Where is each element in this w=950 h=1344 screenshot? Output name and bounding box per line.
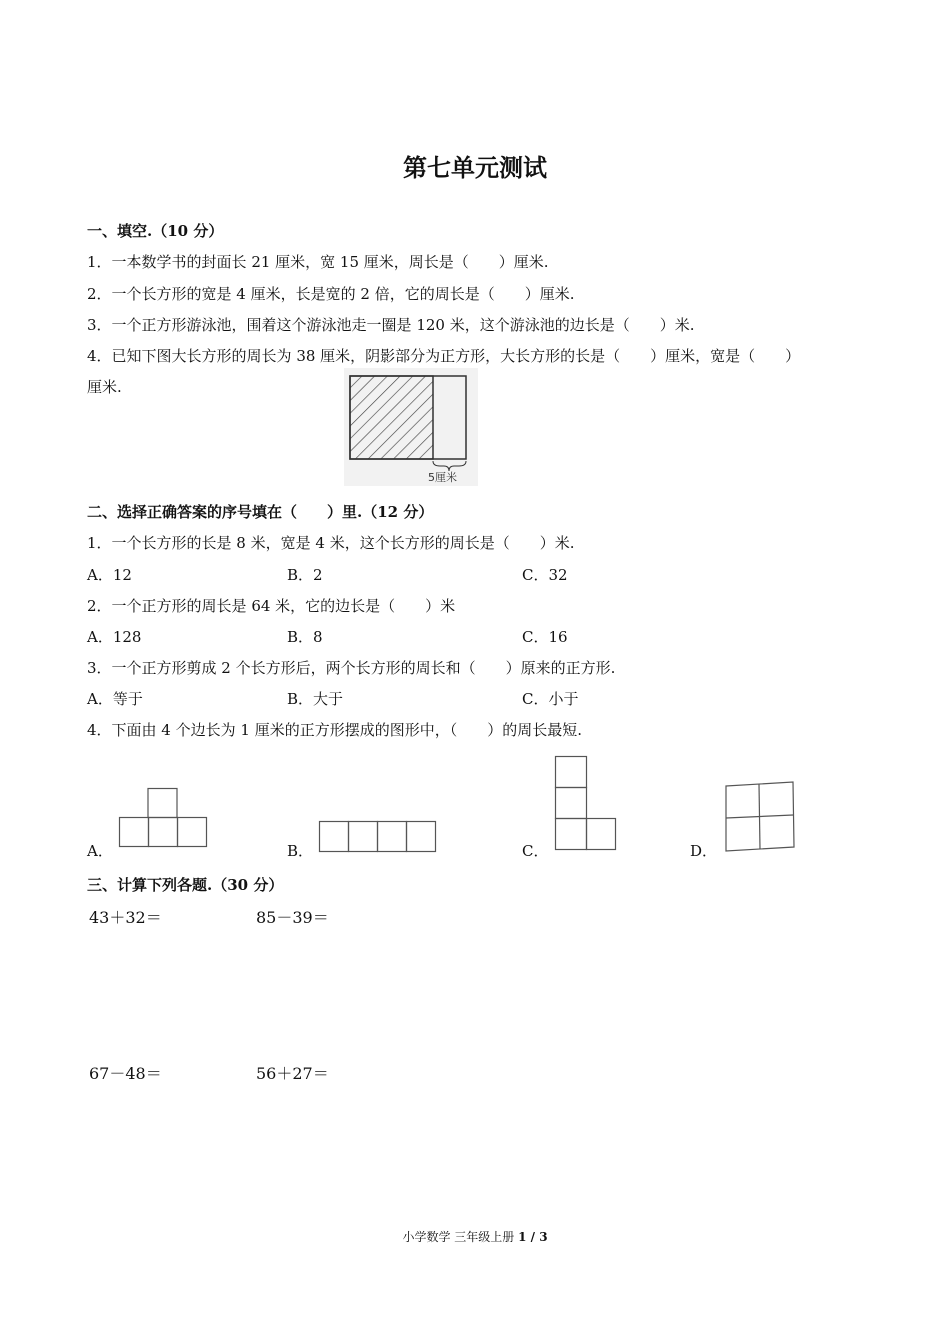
option-2-3-c: C．小于 [522,690,579,708]
calc-problem-1: 43＋32＝ [89,908,162,927]
footer-text: 小学数学 三年级上册 [402,1230,515,1244]
option-2-1-c: C．32 [522,566,568,584]
section-2-heading: 二、选择正确答案的序号填在（ ）里.（12 分） [87,503,434,521]
question-1-4-continued: 厘米. [87,378,122,396]
shape-c-l-tetromino [555,756,617,852]
option-2-1-a: A．12 [87,566,132,584]
question-1-4: 4．已知下图大长方形的周长为 38 厘米，阴影部分为正方形，大长方形的长是（ ）厘米，宽是（ ） [87,347,801,365]
rectangle-figure [344,368,478,486]
option-2-4-b: B． [287,842,314,860]
section-1-heading: 一、填空.（10 分） [87,222,224,240]
calc-problem-2: 85－39＝ [256,908,329,927]
calc-problem-3: 67－48＝ [89,1064,162,1083]
shape-a-t-tetromino [119,788,208,849]
question-2-1: 1．一个长方形的长是 8 米，宽是 4 米，这个长方形的周长是（ ）米. [87,534,575,552]
section-3-heading: 三、计算下列各题.（30 分） [87,876,284,894]
calc-problem-4: 56＋27＝ [256,1064,329,1083]
option-2-2-c: C．16 [522,628,568,646]
question-1-2: 2．一个长方形的宽是 4 厘米，长是宽的 2 倍，它的周长是（ ）厘米. [87,285,575,303]
option-2-2-a: A．128 [87,628,142,646]
page-footer [0,1228,950,1245]
option-2-3-b: B．大于 [287,690,344,708]
shaded-square [350,376,433,459]
question-1-3: 3．一个正方形游泳池，围着这个游泳池走一圈是 120 米，这个游泳池的边长是（ ）米. [87,316,695,334]
question-2-2: 2．一个正方形的周长是 64 米，它的边长是（ ）米 [87,597,456,615]
option-2-4-d: D． [690,842,718,860]
question-2-4: 4．下面由 4 个边长为 1 厘米的正方形摆成的图形中，（ ）的周长最短. [87,721,582,739]
page-number: 1 / 3 [518,1230,548,1244]
question-2-3: 3．一个正方形剪成 2 个长方形后，两个长方形的周长和（ ）原来的正方形. [87,659,616,677]
option-2-3-a: A．等于 [87,690,143,708]
figure-label: 5厘米 [428,471,457,484]
option-2-1-b: B．2 [287,566,323,584]
option-2-4-c: C． [522,842,549,860]
question-1-1: 1．一本数学书的封面长 21 厘米，宽 15 厘米，周长是（ ）厘米. [87,253,549,271]
shape-d-square-tetromino [724,781,796,853]
option-2-2-b: B．8 [287,628,323,646]
shape-b-straight-line [319,820,437,853]
option-2-4-a: A． [87,842,113,860]
page-title: 第七单元测试 [403,153,547,182]
